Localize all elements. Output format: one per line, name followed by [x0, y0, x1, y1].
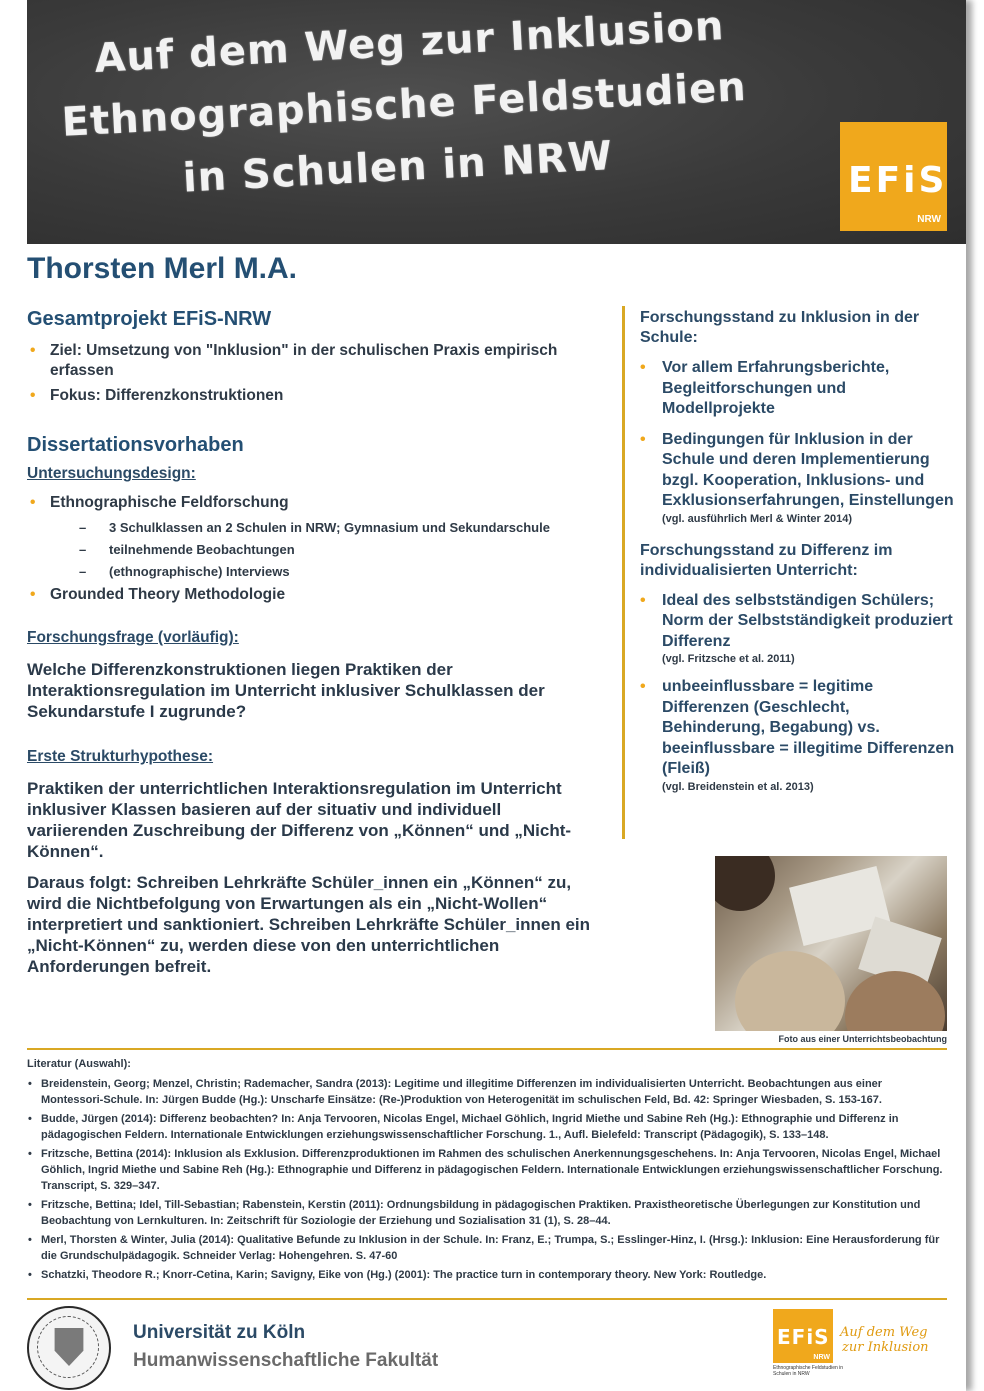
literature-item: • Fritzsche, Bettina (2014): Inklusion als Exklusion. Differenzproduktionen im Rahmen des schulischen Anerkennungsgeschehens. In: Anja Tervooren, Nicolas Engel, Michael Göhlich, Ingrid Miethe und Sabine Reh (Hg.): Ethnographie und Differenz in pädagogischen Feldern. Internationale Entwicklungen erziehungswissenschaftlicher Forschung. Transcript, S. 329–347. — [27, 1146, 947, 1194]
state-inclusion-item-text: Vor allem Erfahrungsberichte, Begleitforschungen und Modellprojekte — [662, 359, 890, 417]
literature-item: • Merl, Thorsten & Winter, Julia (2014): Qualitative Befunde zu Inklusion in der Schule. In: Franz, E.; Trumpa, S.; Esslinger-Hinz, I. (Hrsg.): Inklusion: Eine Herausforderung für die Grundschulpädagogik. Schneider Verlag: Hohengehren. S. 47-60 — [27, 1232, 947, 1264]
design-sublist — [27, 519, 602, 580]
chalkboard-banner — [27, 0, 966, 244]
banner-title-line-3: in Schulen in NRW — [181, 133, 614, 202]
efis-logo-text: EFiS — [848, 160, 948, 201]
column-divider — [622, 306, 625, 839]
state-difference-item — [640, 677, 955, 795]
university-name: Universität zu Köln — [133, 1322, 306, 1343]
photo-caption: Foto aus einer Unterrichtsbeobachtung — [778, 1034, 947, 1044]
state-inclusion-item — [640, 358, 955, 420]
literature-item: • Fritzsche, Bettina; Idel, Till-Sebastian; Rabenstein, Kerstin (2011): Ordnungsbildung in pädagogischen Praktiken. Praxistheoretische Überlegungen zur Konstitution und Beobachtung von Lernkulturen. In: Zeitschrift für Soziologie der Erziehung und Sozialisation 31 (1), S. 28–44. — [27, 1197, 947, 1229]
literature-item: • Schatzki, Theodore R.; Knorr-Cetina, Karin; Savigny, Eike von (Hg.) (2001): The practice turn in contemporary theory. New York: Routledge. — [27, 1267, 947, 1283]
efis-footer-logo-caption: Ethnographische Feldstudien in Schulen in NRW — [773, 1365, 844, 1377]
hypothesis-label: Erste Strukturhypothese: — [27, 748, 214, 765]
banner-title-line-2: Ethnographische Feldstudien — [60, 64, 748, 146]
project-bullets — [27, 341, 602, 406]
tagline-line-1: Auf dem Weg — [840, 1325, 928, 1340]
efis-footer-logo-text: EFiS — [777, 1325, 830, 1349]
left-column — [27, 308, 602, 977]
literature-heading: Literatur (Auswahl): — [27, 1058, 131, 1070]
university-seal-icon — [27, 1306, 111, 1390]
literature-item: • Breidenstein, Georg; Menzel, Christin; Rademacher, Sandra (2013): Legitime und illegitime Differenzen im individualisierten Unterricht. Beobachtungen aus einer Montessori-Schule. In: Jürgen Budde (Hg.): Unscharfe Einsätze: (Re-)Produktion von Heterogenität im schulischen Feld, Bd. 42: Springer Wiesbaden, S. 153-167. — [27, 1076, 947, 1108]
literature-list — [27, 1076, 947, 1283]
project-heading: Gesamtprojekt EFiS-NRW — [27, 308, 272, 330]
banner-title — [57, 0, 751, 216]
question-text: Welche Differenzkonstruktionen liegen Praktiken der Interaktionsregulation im Unterricht inklusiver Schulklassen der Sekundarstufe I zugrunde? — [27, 660, 545, 721]
design-label: Untersuchungsdesign: — [27, 465, 196, 482]
state-inclusion-item — [640, 430, 955, 527]
dissertation-heading: Dissertationsvorhaben — [27, 434, 244, 456]
efis-footer-logo — [773, 1309, 833, 1363]
project-goal: • Ziel: Umsetzung von "Inklusion" in der schulischen Praxis empirisch erfassen — [27, 341, 602, 381]
design-item-fieldwork: • Ethnographische Feldforschung — [27, 493, 602, 513]
design-subitem: – teilnehmende Beobachtungen — [27, 541, 602, 558]
tagline-line-2: zur Inklusion — [842, 1340, 929, 1355]
state-difference-item-text: unbeeinflussbare = legitime Differenzen (Geschlecht, Behinderung, Begabung) vs. beeinflussbare = illegitime Differenzen (Fleiß) — [662, 678, 955, 777]
photo-student — [845, 971, 945, 1031]
state-difference-item — [640, 591, 955, 668]
literature-section — [27, 1058, 947, 1286]
hypothesis-paragraph-2: Daraus folgt: Schreiben Lehrkräfte Schüler_innen ein „Können“ zu, wird die Nichtbefolgung von Erwartungen als ein „Nicht-Wollen“ interpretiert und sanktioniert. Schreiben Lehrkräfte Schüler_innen ein „Nicht-Können“ zu, werden diese von den unterrichtlichen Anforderungen befreit. — [27, 873, 591, 976]
efis-footer-logo-sub: NRW — [813, 1354, 830, 1361]
literature-divider — [27, 1048, 947, 1050]
state-inclusion-heading: Forschungsstand zu Inklusion in der Schule: — [640, 309, 920, 346]
question-label: Forschungsfrage (vorläufig): — [27, 629, 239, 646]
project-focus: • Fokus: Differenzkonstruktionen — [27, 386, 602, 406]
citation: (vgl. Breidenstein et al. 2013) — [662, 780, 814, 793]
citation: (vgl. Fritzsche et al. 2011) — [662, 653, 795, 665]
design-subitem: – 3 Schulklassen an 2 Schulen in NRW; Gymnasium und Sekundarschule — [27, 519, 602, 536]
banner-title-line-1: Auf dem Weg zur Inklusion — [93, 3, 726, 83]
design-list — [27, 493, 602, 513]
citation: (vgl. ausführlich Merl & Winter 2014) — [662, 512, 852, 525]
design-subitem: – (ethnographische) Interviews — [27, 563, 602, 580]
state-inclusion-item-text: Bedingungen für Inklusion in der Schule und deren Implementierung bzgl. Kooperation, Inklusions- und Exklusionserfahrungen, Einstellungen — [662, 430, 954, 509]
efis-logo — [840, 122, 947, 231]
state-inclusion-list — [640, 358, 955, 527]
literature-item: • Budde, Jürgen (2014): Differenz beobachten? In: Anja Tervooren, Nicolas Engel, Michael Göhlich, Ingrid Miethe und Sabine Reh (Hg.): Ethnographie und Differenz in pädagogischen Feldern. Internationale Entwicklungen erziehungswissenschaftlicher Forschung. 1., Aufl. Bielefeld: Transcript (Pädagogik), S. 133–148. — [27, 1111, 947, 1143]
design-list-2 — [27, 585, 602, 605]
right-column — [640, 308, 955, 795]
footer-divider — [27, 1298, 947, 1300]
faculty-name: Humanwissenschaftliche Fakultät — [133, 1350, 439, 1371]
footer-tagline — [840, 1325, 929, 1355]
photo-student — [735, 951, 845, 1031]
photo-student — [715, 856, 775, 911]
state-difference-list — [640, 591, 955, 795]
efis-logo-sub: NRW — [917, 214, 941, 225]
state-difference-item-text: Ideal des selbstständigen Schülers; Norm der Selbstständigkeit produziert Differenz — [662, 591, 953, 650]
classroom-photo — [715, 856, 947, 1031]
hypothesis-paragraph-1: Praktiken der unterrichtlichen Interaktionsregulation im Unterricht inklusiver Klassen basieren auf der situativ und individuell variierenden Zuschreibung der Differenz von „Können“ und „Nicht-Können“. — [27, 779, 572, 861]
design-item-grounded-theory: • Grounded Theory Methodologie — [27, 585, 602, 605]
author-name: Thorsten Merl M.A. — [27, 252, 298, 285]
state-difference-heading: Forschungsstand zu Differenz im individualisierten Unterricht: — [640, 541, 893, 579]
